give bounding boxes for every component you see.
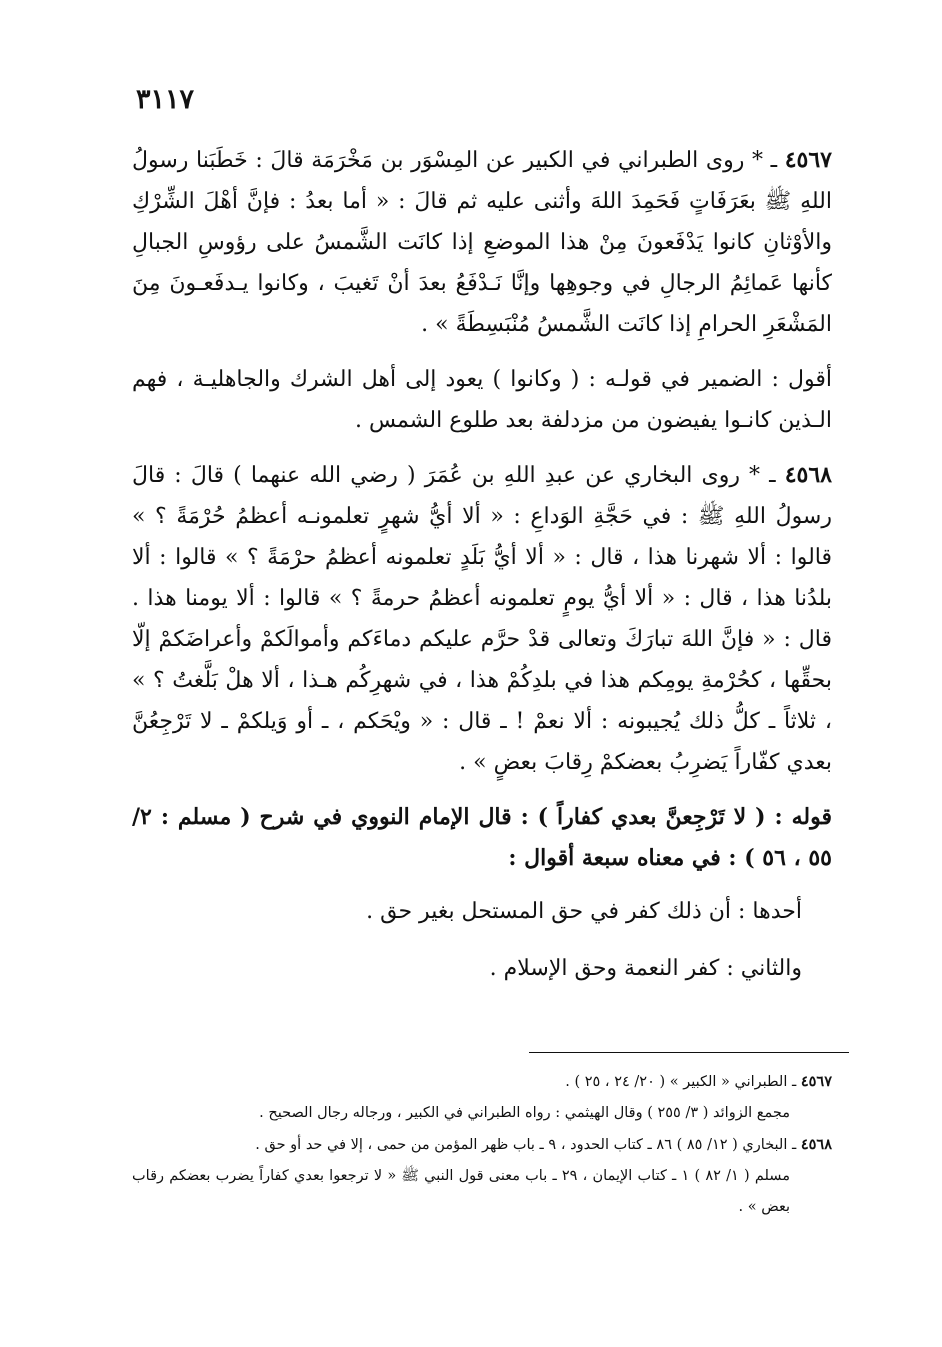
main-text — [132, 140, 832, 989]
footnote-divider — [529, 1052, 849, 1053]
hadith-text: ـ * روى الطبراني في الكبير عن المِسْوَر بن مَخْرَمَة قالَ : خَطَبَنا رسولُ اللهِ ﷺ بعَرَفَاتٍ فَحَمِدَ اللهَ وأثنى عليه ثم قالَ : « أما بعدُ : فإنَّ أهْلَ الشِّرْكِ والأوْثانِ كانوا يَدْفَعونَ مِنْ هذا الموضعِ إذا كانَت الشَّمسُ على رؤوسِ الجبالِ كأنها عَمائِمُ الرجالِ في وجوهِها وإنَّا نَـدْفَعُ بعدَ أنْ تَغيبَ ، وكانوا يـدفَعـونَ مِنَ المَشْعَرِ الحرامِ إذا كانَت الشَّمسُ مُنْبَسِطَةً » . — [132, 148, 832, 337]
saying-1: أحدها : أن ذلك كفر في حق المستحل بغير حق . — [366, 899, 802, 924]
page-number: ٣١١٧ — [135, 84, 194, 115]
footnote-text: مجمع الزوائد ( ٣/ ٢٥٥ ) وقال الهيثمي : رواه الطبراني في الكبير ، ورجاله رجال الصحيح . — [259, 1105, 790, 1121]
footnote-2 — [132, 1098, 832, 1129]
footnote-text: ـ الطبراني « الكبير » ( ٢٠/ ٢٤ ، ٢٥ ) . — [565, 1074, 797, 1090]
comment-2: قوله : ( لا تَرْجِعنَّ بعدي كفاراً ) : قال الإمام النووي في شرح ( مسلم : ٢/ ٥٥ ، ٥٦ ) : في معناه سبعة أقوال : — [132, 804, 832, 871]
comment-1: أقول : الضمير في قولـه : ( وكانوا ) يعود إلى أهل الشرك والجاهليـة ، فهم الـذين كانـوا يفيضون من مزدلفة بعد طلوع الشمس . — [132, 367, 832, 433]
footnote-1 — [132, 1066, 832, 1098]
footnotes — [132, 1066, 832, 1223]
footnote-4 — [132, 1161, 832, 1223]
hadith-4568 — [132, 455, 832, 783]
footnote-text: مسلم ( ١/ ٨٢ ) ١ ـ كتاب الإيمان ، ٢٩ ـ باب معنى قول النبي ﷺ « لا ترجعوا بعدي كفاراً يضرب بعضكم رقاب بعض » . — [132, 1168, 790, 1215]
footnote-3 — [132, 1129, 832, 1161]
hadith-number: ٤٥٦٧ — [784, 147, 832, 173]
saying-2: والثاني : كفر النعمة وحق الإسلام . — [489, 956, 802, 981]
footnote-text: ـ البخاري ( ١٢/ ٨٥ ) ٨٦ ـ كتاب الحدود ، ٩ ـ باب ظهر المؤمن من حمى ، إلا في حد أو حق . — [255, 1137, 797, 1153]
hadith-number: ٤٥٦٨ — [784, 462, 832, 488]
footnote-number: ٤٥٦٧ — [800, 1073, 832, 1090]
footnote-number: ٤٥٦٨ — [800, 1136, 832, 1153]
hadith-4567 — [132, 140, 832, 345]
hadith-text: ـ * روى البخاري عن عبدِ اللهِ بن عُمَرَ ( رضي الله عنهما ) قالَ : قالَ رسولُ اللهِ ﷺ : في حَجَّةِ الوَداعِ : « ألا أيُّ شهرٍ تعلمونـه أعظمُ حُرْمَةً ؟ » قالوا : ألا شهرنا هذا ، قال : « ألا أيُّ بَلَدٍ تعلمونه أعظمُ حرْمَةً ؟ » قالوا : ألا بلدُنا هذا ، قال : « ألا أيُّ يومٍ تعلمونه أعظمُ حرمةً ؟ » قالوا : ألا يومنا هذا . قال : « فإنَّ اللهَ تبارَكَ وتعالى قدْ حرَّم عليكم دماءَكم وأموالَكمْ وأعراضَكمْ إلّا بحقِّها ، كحُرْمةِ يومِكم هذا في بلدِكُمْ هذا ، في شهرِكُم هـذا ، ألا هلْ بَلَّغتُ ؟ » ، ثلاثاً ـ كلُّ ذلك يُجيبونه : ألا نعمْ ! ـ قال : « ويْحَكم ، ـ أو وَيلكمْ ـ لا تَرْجِعُنَّ بعدي كفّاراً يَضرِبُ بعضكمْ رِقابَ بعضٍ » . — [132, 463, 832, 775]
